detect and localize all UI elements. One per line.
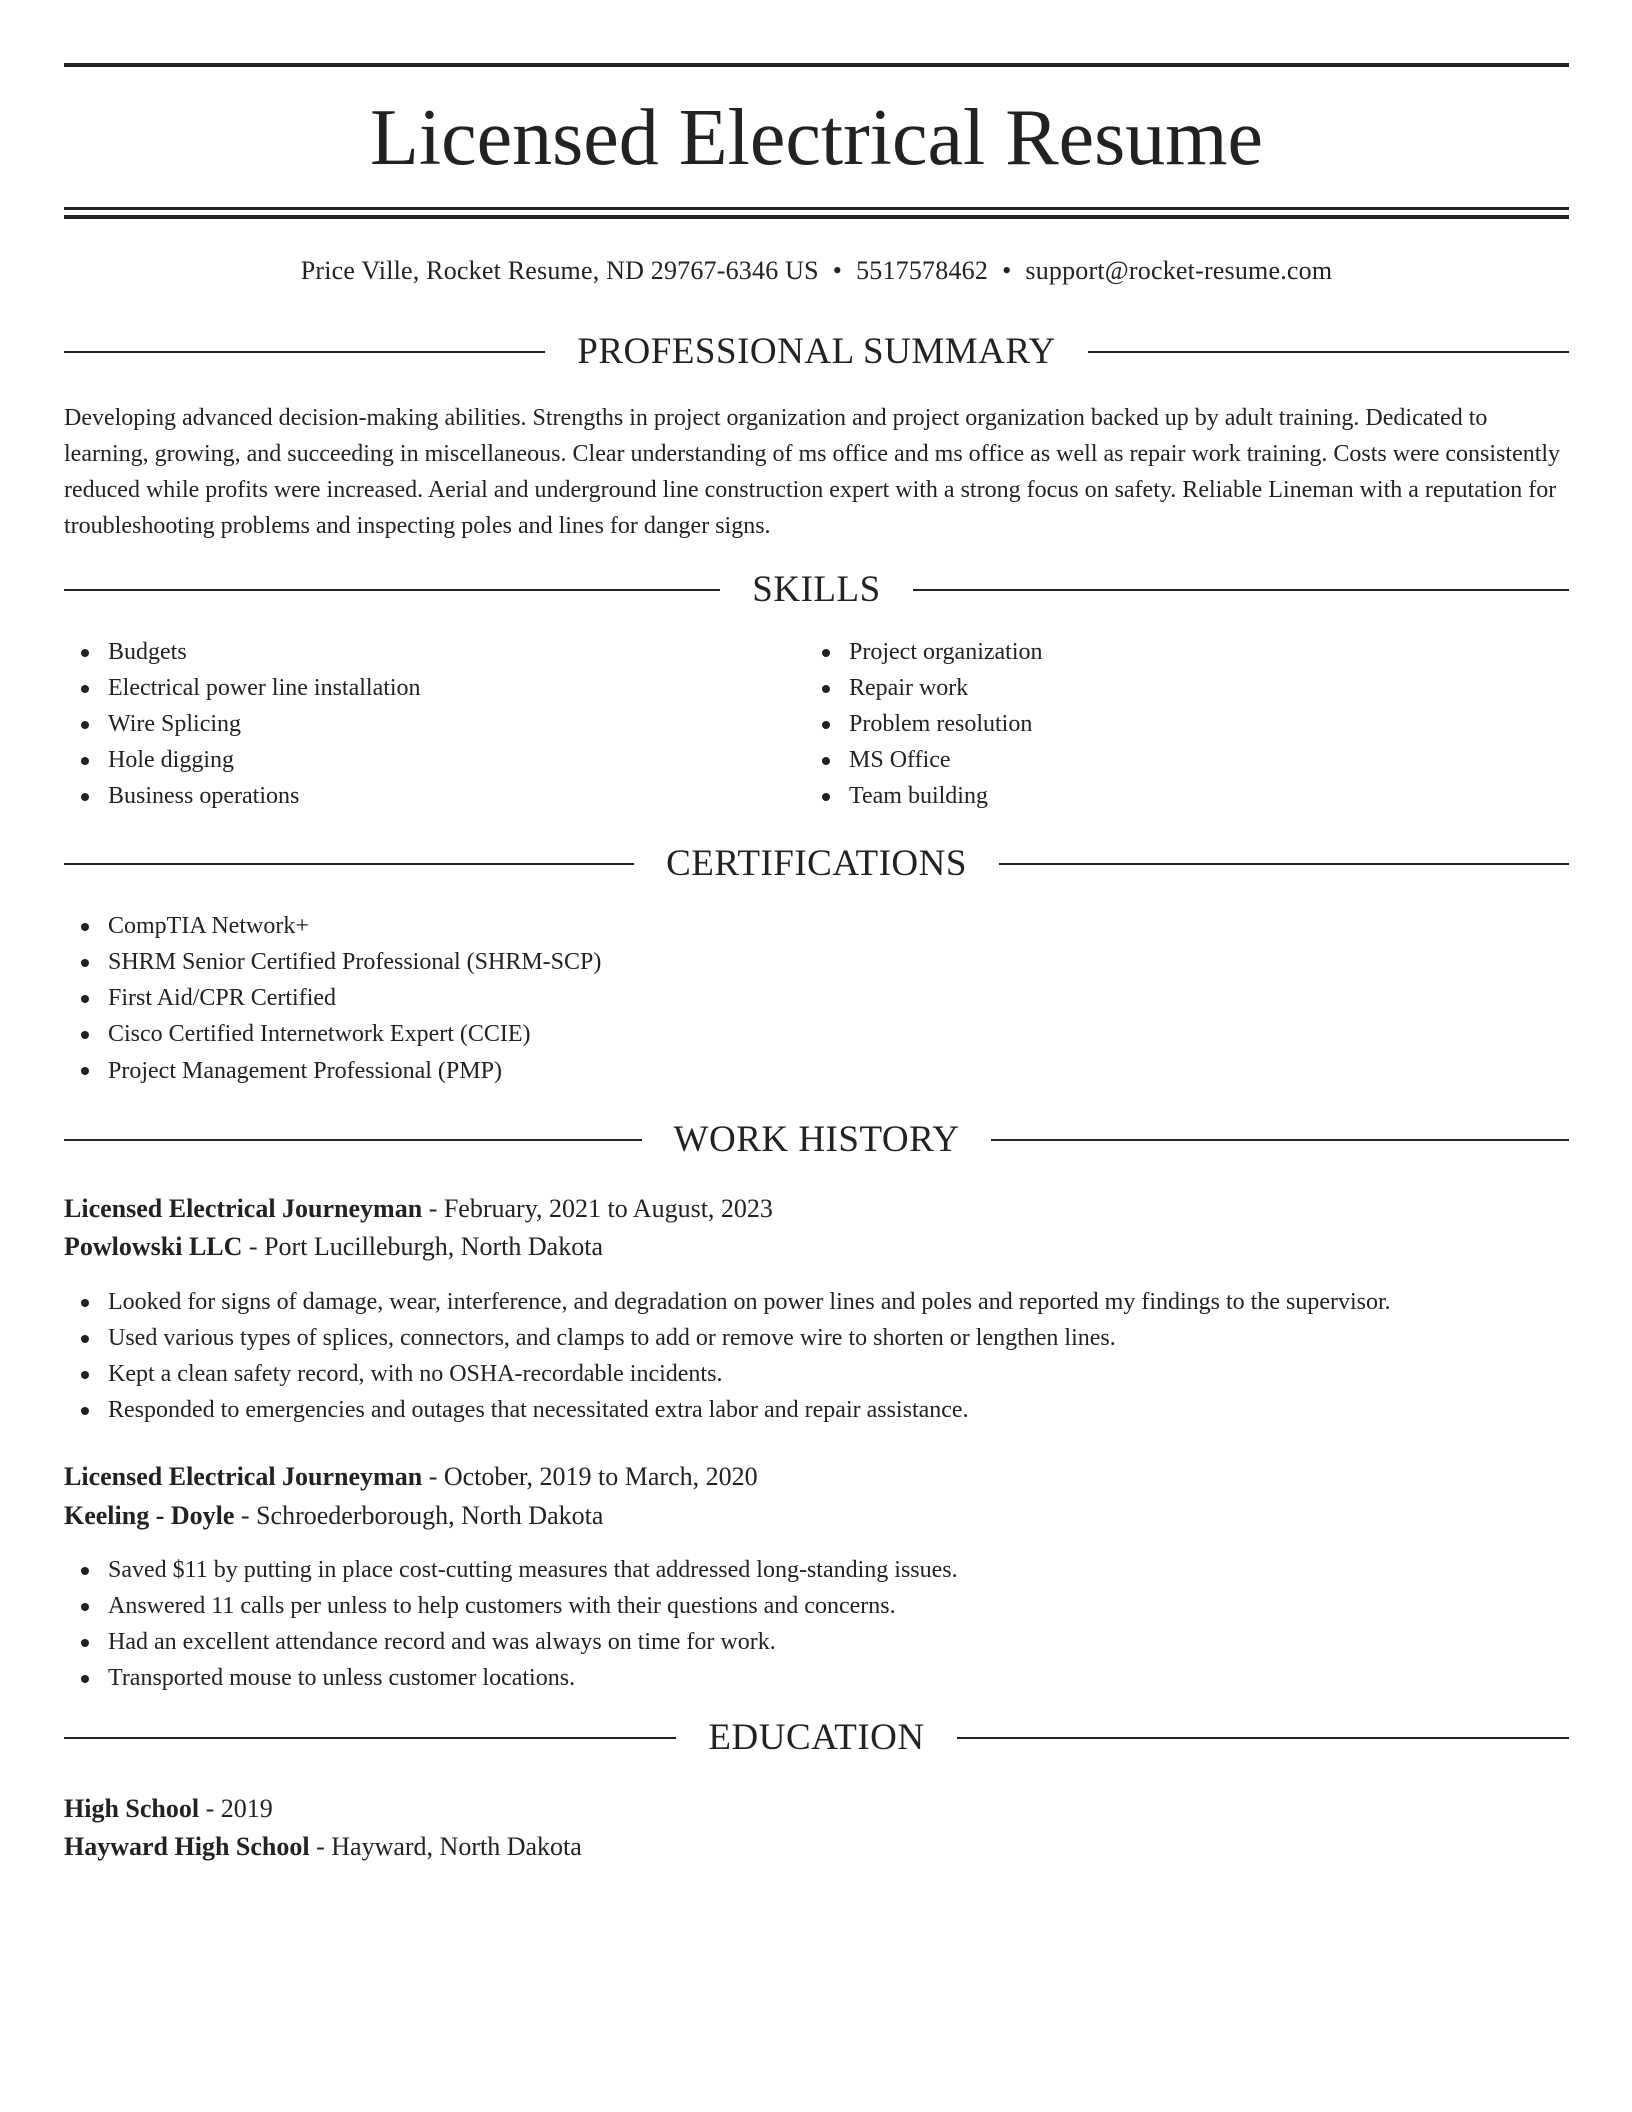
duty-item: Used various types of splices, connectors, and clamps to add or remove wire to shorten or lengthen lines.	[64, 1320, 1391, 1356]
certification-item: First Aid/CPR Certified	[64, 980, 601, 1016]
education-heading	[64, 1716, 1569, 1760]
duty-item: Had an excellent attendance record and was always on time for work.	[64, 1624, 958, 1660]
heading-rule-left	[64, 589, 720, 591]
job-location: - Port Lucilleburgh, North Dakota	[242, 1232, 603, 1261]
duty-item: Saved $11 by putting in place cost-cutting measures that addressed long-standing issues.	[64, 1552, 958, 1588]
skill-item: Business operations	[64, 778, 421, 814]
certification-item: SHRM Senior Certified Professional (SHRM-SCP)	[64, 944, 601, 980]
skills-heading	[64, 568, 1569, 612]
skills-list-right	[805, 634, 1043, 814]
skill-item: Hole digging	[64, 742, 421, 778]
job-location: - Schroederborough, North Dakota	[234, 1501, 604, 1530]
job-1-company-line	[64, 1228, 1569, 1266]
work-history-heading-label: WORK HISTORY	[673, 1119, 960, 1160]
job-company: Keeling - Doyle	[64, 1501, 235, 1530]
education-heading-label: EDUCATION	[708, 1717, 925, 1758]
skill-item: Repair work	[805, 670, 1043, 706]
education-school: Hayward High School	[64, 1832, 310, 1861]
skill-item: Team building	[805, 778, 1043, 814]
title-rule-upper	[64, 207, 1569, 210]
job-company: Powlowski LLC	[64, 1232, 243, 1261]
resume-title: Licensed Electrical Resume	[370, 94, 1263, 182]
heading-rule-left	[64, 1737, 676, 1739]
heading-rule-right	[991, 1139, 1569, 1141]
job-title: Licensed Electrical Journeyman	[64, 1194, 423, 1223]
education-year: - 2019	[199, 1794, 273, 1823]
heading-rule-right	[957, 1737, 1569, 1739]
job-title: Licensed Electrical Journeyman	[64, 1462, 423, 1491]
skill-item: Electrical power line installation	[64, 670, 421, 706]
duty-item: Responded to emergencies and outages that necessitated extra labor and repair assistance.	[64, 1392, 1391, 1428]
skill-item: Project organization	[805, 634, 1043, 670]
title-rule-lower	[64, 215, 1569, 219]
certifications-list	[64, 908, 601, 1090]
duty-item: Kept a clean safety record, with no OSHA-recordable incidents.	[64, 1356, 1391, 1392]
contact-line	[64, 254, 1569, 288]
contact-separator: •	[1002, 256, 1012, 285]
education-location: - Hayward, North Dakota	[309, 1832, 582, 1861]
top-rule	[64, 63, 1569, 67]
contact-address: Price Ville, Rocket Resume, ND 29767-6346 US	[300, 256, 819, 285]
certification-item: Cisco Certified Internetwork Expert (CCIE)	[64, 1016, 601, 1052]
certification-item: CompTIA Network+	[64, 908, 601, 944]
skill-item: MS Office	[805, 742, 1043, 778]
heading-rule-left	[64, 351, 545, 353]
job-1-title-line	[64, 1190, 1569, 1228]
heading-rule-right	[1088, 351, 1569, 353]
heading-rule-right	[999, 863, 1569, 865]
education-degree: High School	[64, 1794, 200, 1823]
skill-item: Budgets	[64, 634, 421, 670]
heading-rule-left	[64, 863, 634, 865]
job-2-title-line	[64, 1458, 1569, 1496]
summary-heading-label: PROFESSIONAL SUMMARY	[577, 331, 1056, 372]
contact-phone: 5517578462	[856, 256, 989, 285]
certifications-heading	[64, 842, 1569, 886]
education-degree-line	[64, 1790, 1569, 1828]
job-2-duties	[64, 1552, 958, 1696]
duty-item: Looked for signs of damage, wear, interference, and degradation on power lines and poles and reported my findings to the supervisor.	[64, 1284, 1391, 1320]
job-2-company-line	[64, 1497, 1569, 1535]
work-history-heading	[64, 1118, 1569, 1162]
job-1-duties	[64, 1284, 1391, 1428]
skill-item: Wire Splicing	[64, 706, 421, 742]
duty-item: Answered 11 calls per unless to help customers with their questions and concerns.	[64, 1588, 958, 1624]
contact-separator: •	[832, 256, 843, 285]
summary-heading	[64, 330, 1569, 374]
skills-heading-label: SKILLS	[752, 569, 881, 610]
summary-text: Developing advanced decision-making abilities. Strengths in project organization and project organization backed up by adult training. Dedicated to learning, growing, and succeeding in miscellaneous. Clear understanding of ms office and ms office as well as repair work training. Costs were consistently reduced while profits were increased. Aerial and underground line construction expert with a strong focus on safety. Reliable Lineman with a reputation for troubleshooting problems and inspecting poles and lines for danger signs.	[64, 405, 1561, 539]
job-dates: - February, 2021 to August, 2023	[422, 1194, 773, 1223]
education-school-line	[64, 1828, 1569, 1866]
heading-rule-right	[913, 589, 1569, 591]
skill-item: Problem resolution	[805, 706, 1043, 742]
contact-email: support@rocket-resume.com	[1025, 256, 1333, 285]
duty-item: Transported mouse to unless customer locations.	[64, 1660, 958, 1696]
certification-item: Project Management Professional (PMP)	[64, 1052, 601, 1090]
heading-rule-left	[64, 1139, 642, 1141]
certifications-heading-label: CERTIFICATIONS	[666, 843, 967, 884]
skills-list-left	[64, 634, 421, 814]
job-dates: - October, 2019 to March, 2020	[422, 1462, 758, 1491]
